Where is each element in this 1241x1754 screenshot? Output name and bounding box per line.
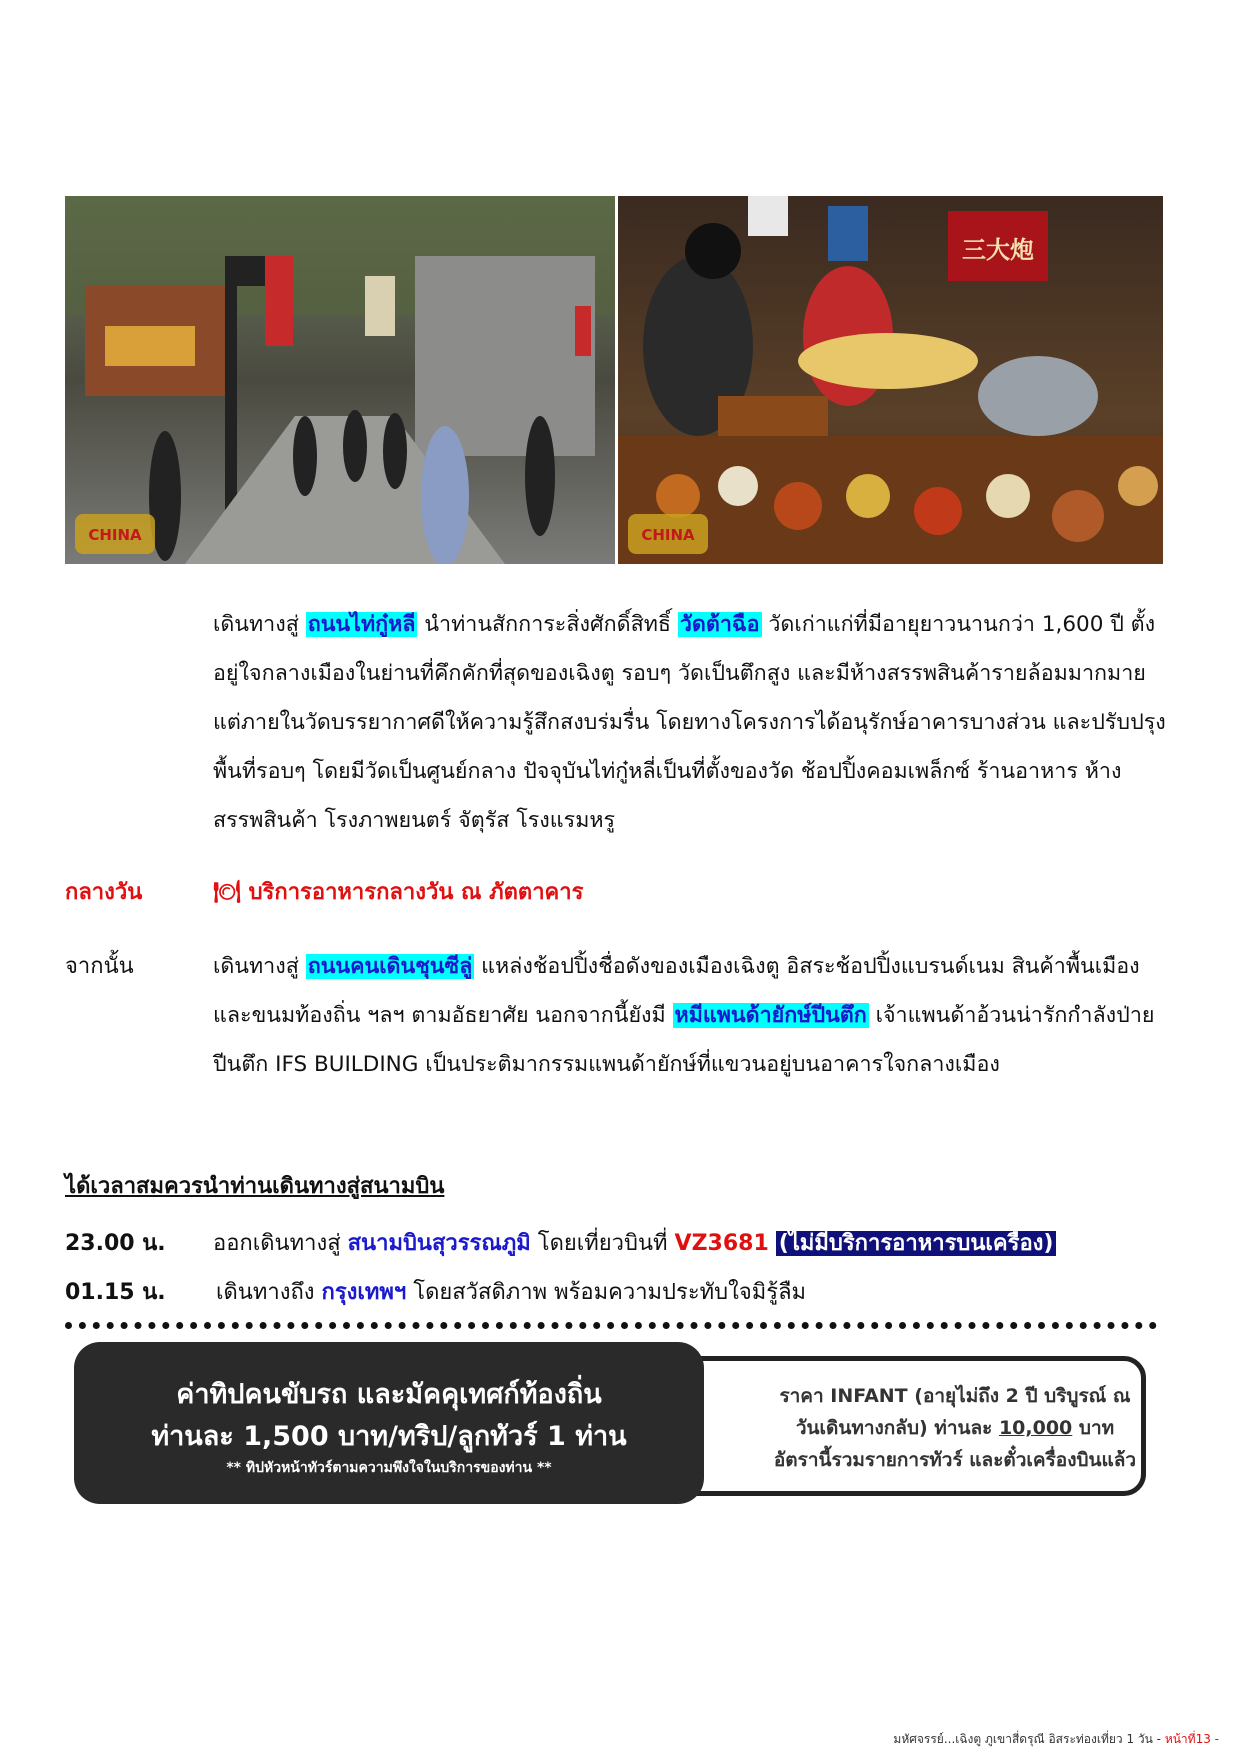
infant-line-3: อัตรานี้รวมรายการทัวร์ และตั๋วเครื่องบินแล้ว [773,1449,1137,1471]
highlight-chunxi-road: ถนนคนเดินชุนซีลู่ [307,954,473,979]
infant-line-1: ราคา INFANT (อายุไม่ถึง 2 ปี บริบูรณ์ ณ [779,1385,1131,1407]
highlight-taikooli: ถนนไท่กู๋หลี [307,612,416,637]
no-meal-note: (ไม่มีบริการอาหารบนเครื่อง) [776,1231,1057,1256]
afternoon-label: จากนั้น [65,954,134,979]
arrival-time: 01.15 น. [65,1280,166,1305]
afternoon-text-3: เจ้าแพนด้าอ้วนน่ารักกำลังป่ายปีนตึก IFS BUILDING เป็นประติมากรรมแพนด้ายักษ์ที่แขวนอยู่บนอาคารใจกลางเมือง [213,1003,1155,1077]
afternoon-text-1: เดินทางสู่ [213,954,306,979]
tip-box [74,1342,704,1504]
arrival-text-1: เดินทางถึง [216,1280,322,1305]
infant-line-2 [679,1413,1141,1443]
page-footer [893,1730,1219,1749]
departure-time: 23.00 น. [65,1231,166,1256]
stall-sign: 三大炮 [962,235,1034,264]
airport-name: สนามบินสุวรรณภูมิ [347,1231,531,1256]
infant-price: 10,000 [998,1417,1073,1439]
page-number: หน้าที่13 - [1164,1732,1219,1746]
lunch-description: บริการอาหารกลางวัน ณ ภัตตาคาร [240,880,584,905]
infant-price-box [674,1356,1146,1496]
dining-icon: 🍽 [213,880,241,905]
chunxi-paragraph [213,942,1168,1089]
departure-text-1: ออกเดินทางสู่ [213,1231,348,1256]
infant-line-2a: วันเดินทางกลับ) ท่านละ [795,1417,999,1439]
china-logo-left: CHINA [88,526,142,544]
arrival-text-2: โดยสวัสดิภาพ พร้อมความประทับใจมิรู้ลืม [406,1280,807,1305]
tip-note: ** ทิปหัวหน้าทัวร์ตามความพึงใจในบริการของท่าน ** [226,1460,552,1476]
tip-line-1: ค่าทิปคนขับรถ และมัคคุเทศก์ท้องถิ่น [176,1379,602,1410]
para1-text-1: เดินทางสู่ [213,612,306,637]
afternoon-text-2: แหล่งช้อปปิ้งชื่อดังของเมืองเฉิงตู อิสระช้อปปิ้งแบรนด์เนม สินค้าพื้นเมือง และขนมท้องถิ่น ฯลฯ ตามอัธยาศัย นอกจากนี้ยังมี [213,954,1140,1028]
arrival-text [216,1276,806,1310]
flight-number: VZ3681 [674,1231,769,1256]
airport-title: ได้เวลาสมควรนำท่านเดินทางสู่สนามบิน [65,1174,445,1199]
infant-line-2c: บาท [1072,1417,1115,1439]
departure-text-2: โดยเที่ยวบินที่ [530,1231,675,1256]
street-photo [65,196,615,564]
footer-text: มหัศจรรย์...เฉิงตู ภูเขาสี่ดรุณี อิสระท่องเที่ยว 1 วัน - [893,1732,1165,1746]
highlight-panda: หมีแพนด้ายักษ์ปีนตึก [674,1003,867,1028]
para1-text-3: วัดเก่าแก่ที่มีอายุยาวนานกว่า 1,600 ปี ตั้งอยู่ใจกลางเมืองในย่านที่คึกคักที่สุดของเฉิงตู รอบๆ วัดเป็นตึกสูง และมีห้างสรรพสินค้ารายล้อมมากมาย แต่ภายในวัดบรรยากาศดีให้ความรู้สึกสงบร่มรื่น โดยทางโครงการได้อนุรักษ์อาคารบางส่วน และปรับปรุงพื้นที่รอบๆ โดยมีวัดเป็นศูนย์กลาง ปัจจุบันไท่กู๋หลี่เป็นที่ตั้งของวัด ช้อปปิ้งคอมเพล็กซ์ ร้านอาหาร ห้างสรรพสินค้า โรงภาพยนตร์ จัตุรัส โรงแรมหรู [213,612,1166,833]
para1-text-2: นำท่านสักการะสิ่งศักดิ์สิทธิ์ [417,612,678,637]
departure-text-3 [769,1231,776,1256]
food-stall-photo [618,196,1163,564]
departure-text [213,1227,1056,1261]
dotted-divider [65,1322,1157,1329]
lunch-text [213,876,583,910]
lunch-label: กลางวัน [65,880,143,905]
arrival-city: กรุงเทพฯ [321,1280,407,1305]
tip-line-2: ท่านละ 1,500 บาท/ทริป/ลูกทัวร์ 1 ท่าน [151,1421,627,1452]
highlight-daci-temple: วัดต้าฉือ [679,612,760,637]
china-logo-right: CHINA [641,526,695,544]
taikooli-paragraph [213,600,1168,845]
